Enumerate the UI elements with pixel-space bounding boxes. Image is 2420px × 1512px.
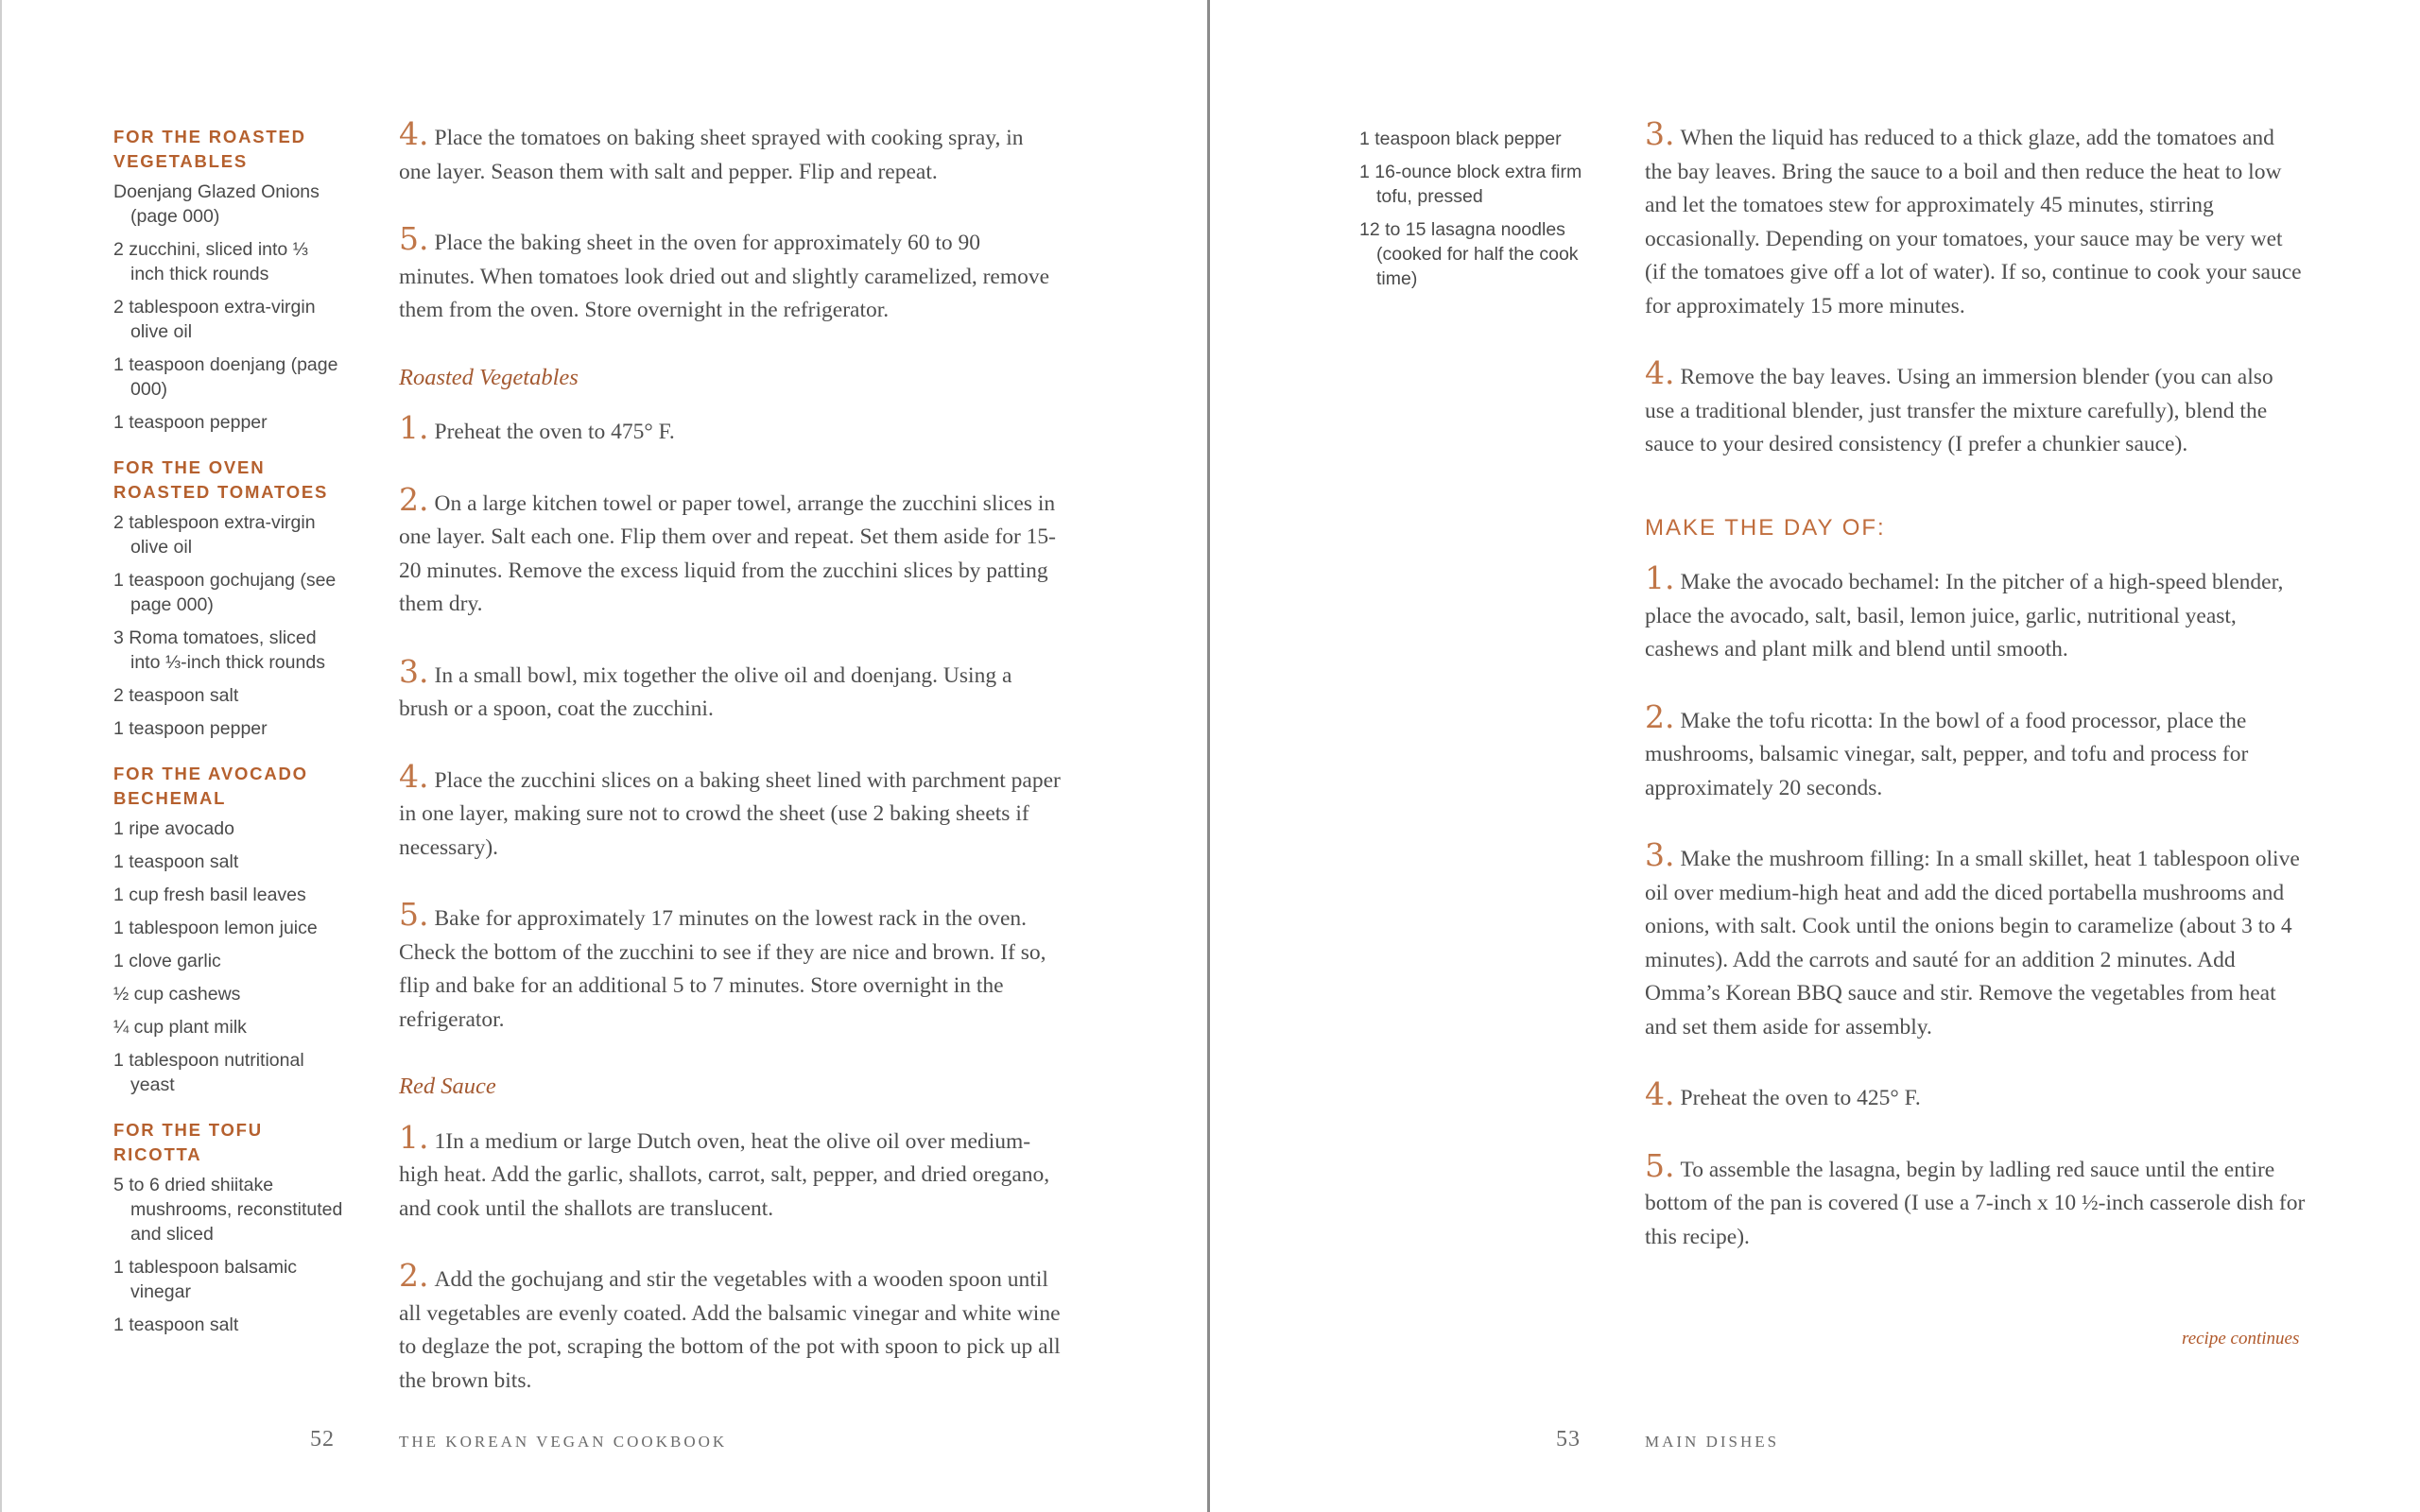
- ingredient-group-heading: FOR THE ROASTED VEGETABLES: [113, 127, 306, 171]
- step-text: Bake for approximately 17 minutes on the lowest rack in the oven. Check the bottom of the zucchini to see if they are nice and brown. If so, flip and bake for an additional 5 to 7 minutes. Store overnight in the refrigerator.: [399, 906, 1046, 1032]
- step-number: 2.: [399, 480, 429, 518]
- step-number: 2.: [399, 1257, 429, 1294]
- ingredient-group: [113, 125, 345, 435]
- ingredient-group-heading: FOR THE TOFU RICOTTA: [113, 1120, 263, 1164]
- step-text: Preheat the oven to 475° F.: [434, 420, 675, 444]
- step-number: 1.: [1645, 559, 1675, 596]
- step: [399, 222, 1061, 328]
- step-number: 2.: [1645, 697, 1675, 735]
- step: [399, 1259, 1061, 1398]
- step: [1645, 697, 2307, 806]
- step-text: 1In a medium or large Dutch oven, heat the olive oil over medium-high heat. Add the garlic, shallots, carrot, salt, pepper, and dried oregano, and cook until the shallots are translucent.: [399, 1128, 1050, 1221]
- step: [399, 1118, 1061, 1227]
- step-number: 4.: [1645, 1075, 1675, 1112]
- ingredient-item: 1 teaspoon pepper: [113, 718, 268, 739]
- ingredient-item: Doenjang Glazed Onions (page 000): [113, 181, 320, 227]
- left-instructions: [399, 117, 1061, 1431]
- left-page: [0, 0, 1208, 1512]
- step: [399, 652, 1061, 727]
- ingredient-item: 1 clove garlic: [113, 951, 221, 971]
- roasted-vegetables-heading: Roasted Vegetables: [399, 364, 579, 390]
- step: [399, 117, 1061, 189]
- ingredient-item: 1 teaspoon pepper: [113, 412, 268, 433]
- step-number: 1.: [399, 1118, 429, 1156]
- step-number: 3.: [399, 652, 429, 690]
- step: [399, 480, 1061, 622]
- ingredient-item: 1 teaspoon doenjang (page 000): [113, 354, 338, 400]
- make-the-day-of-heading: MAKE THE DAY OF:: [1645, 514, 1886, 541]
- left-page-number: 52: [310, 1427, 335, 1452]
- ingredient-group-heading: FOR THE OVEN ROASTED TOMATOES: [113, 457, 329, 502]
- step-text: In a small bowl, mix together the olive oil and doenjang. Using a brush or a spoon, coat the zucchini.: [399, 662, 1012, 721]
- step: [399, 898, 1061, 1037]
- step-number: 3.: [1645, 115, 1675, 152]
- step-number: 4.: [1645, 354, 1675, 391]
- step-text: On a large kitchen towel or paper towel, arrange the zucchini slices in one layer. Salt each one. Flip them over and repeat. Set them aside for 15-20 minutes. Remove the excess liquid from the zucchini slices by patting them dry.: [399, 490, 1056, 616]
- ingredient-item: 1 teaspoon salt: [113, 851, 239, 872]
- step-text: Make the tofu ricotta: In the bowl of a food processor, place the mushrooms, balsamic vinegar, salt, pepper, and tofu and process for approximately 20 seconds.: [1645, 708, 2249, 800]
- step-text: Make the avocado bechamel: In the pitcher of a high-speed blender, place the avocado, salt, basil, lemon juice, garlic, nutritional yeast, cashews and plant milk and blend until smooth.: [1645, 570, 2284, 662]
- ingredient-item: 1 teaspoon gochujang (see page 000): [113, 570, 337, 615]
- ingredient-item: 1 teaspoon black pepper: [1359, 129, 1562, 149]
- step-number: 5.: [1645, 1146, 1675, 1184]
- recipe-continues-note: recipe continues: [2182, 1329, 2300, 1349]
- step: [1645, 1077, 2307, 1116]
- ingredient-group: [113, 762, 345, 1097]
- right-instructions: [1645, 117, 2307, 1287]
- step-text: When the liquid has reduced to a thick glaze, add the tomatoes and the bay leaves. Bring the sauce to a boil and then reduce the heat to low and let the tomatoes stew for approximately 45 minutes, stirring occasionally. Depending on your tomatoes, your sauce may be very wet (if the tomatoes give off a lot of water). If so, continue to cook your sauce for approximately 15 more minutes.: [1645, 126, 2302, 318]
- step-text: Add the gochujang and stir the vegetables with a wooden spoon until all vegetables are evenly coated. Add the balsamic vinegar and white wine to deglaze the pot, scraping the bottom of the pot with spoon to pick up all the brown bits.: [399, 1267, 1061, 1393]
- ingredient-item: 2 zucchini, sliced into ⅓ inch thick rounds: [113, 239, 308, 284]
- right-ingredients-sidebar: [1359, 127, 1591, 300]
- ingredient-item: ½ cup cashews: [113, 984, 241, 1005]
- ingredient-item: 1 16-ounce block extra firm tofu, pressed: [1359, 162, 1582, 207]
- step-text: Place the baking sheet in the oven for approximately 60 to 90 minutes. When tomatoes look dried out and slightly caramelized, remove them from the oven. Store overnight in the refrigerator.: [399, 231, 1050, 322]
- ingredient-group-heading: FOR THE AVOCADO BECHEMAL: [113, 764, 308, 808]
- step-number: 1.: [399, 409, 429, 446]
- step-text: Place the tomatoes on baking sheet sprayed with cooking spray, in one layer. Season them with salt and pepper. Flip and repeat.: [399, 126, 1024, 184]
- ingredient-group: [113, 455, 345, 741]
- ingredient-item: 5 to 6 dried shiitake mushrooms, reconstituted and sliced: [113, 1175, 343, 1245]
- left-running-head: THE KOREAN VEGAN COOKBOOK: [399, 1433, 728, 1451]
- ingredient-item: 2 tablespoon extra-virgin olive oil: [113, 297, 316, 342]
- ingredient-item: 2 teaspoon salt: [113, 685, 239, 706]
- right-page-number: 53: [1556, 1427, 1581, 1452]
- step-text: Remove the bay leaves. Using an immersion blender (you can also use a traditional blender, just transfer the mixture carefully), blend the sauce to your desired consistency (I prefer a chunkier sauce).: [1645, 365, 2273, 456]
- step: [1645, 838, 2307, 1044]
- step-number: 4.: [399, 757, 429, 795]
- ingredient-item: 12 to 15 lasagna noodles (cooked for half the cook time): [1359, 219, 1579, 289]
- step-text: Make the mushroom filling: In a small skillet, heat 1 tablespoon olive oil over medium-high heat and add the diced portabella mushrooms and onions, with salt. Cook until the onions begin to caramelize (about 3 to 4 minutes). Add the carrots and sauté for an addition 2 minutes. Add Omma’s Korean BBQ sauce and stir. Remove the vegetables from heat and set them aside for assembly.: [1645, 847, 2300, 1040]
- step: [1645, 117, 2307, 323]
- ingredient-item: 1 tablespoon balsamic vinegar: [113, 1257, 298, 1302]
- step: [399, 757, 1061, 866]
- step-text: Preheat the oven to 425° F.: [1680, 1086, 1921, 1110]
- step: [1645, 356, 2307, 462]
- step-text: Place the zucchini slices on a baking sheet lined with parchment paper in one layer, making sure not to crowd the sheet (use 2 baking sheets if necessary).: [399, 767, 1061, 860]
- ingredient-item: 3 Roma tomatoes, sliced into ⅓-inch thick rounds: [113, 627, 325, 673]
- step-number: 4.: [399, 115, 429, 152]
- red-sauce-heading: Red Sauce: [399, 1074, 496, 1099]
- step-number: 3.: [1645, 836, 1675, 873]
- step-number: 5.: [399, 220, 429, 257]
- ingredient-item: 1 ripe avocado: [113, 818, 234, 839]
- ingredient-group: [113, 1118, 345, 1337]
- step-text: To assemble the lasagna, begin by ladling red sauce until the entire bottom of the pan is covered (I use a 7-inch x 10 ½-inch casserole dish for this recipe).: [1645, 1157, 2306, 1249]
- ingredient-item: 2 tablespoon extra-virgin olive oil: [113, 512, 316, 558]
- step: [1645, 561, 2307, 667]
- ingredient-item: 1 cup fresh basil leaves: [113, 885, 306, 905]
- step: [1645, 1146, 2307, 1255]
- ingredient-item: 1 teaspoon salt: [113, 1314, 239, 1335]
- left-ingredients-sidebar: [113, 125, 345, 1358]
- ingredient-item: 1 tablespoon lemon juice: [113, 918, 318, 938]
- right-page: [1210, 0, 2420, 1512]
- ingredient-item: 1 tablespoon nutritional yeast: [113, 1050, 304, 1095]
- right-running-head: MAIN DISHES: [1645, 1433, 1780, 1451]
- step-number: 5.: [399, 896, 429, 933]
- ingredient-item: ¼ cup plant milk: [113, 1017, 247, 1038]
- step: [399, 411, 1061, 450]
